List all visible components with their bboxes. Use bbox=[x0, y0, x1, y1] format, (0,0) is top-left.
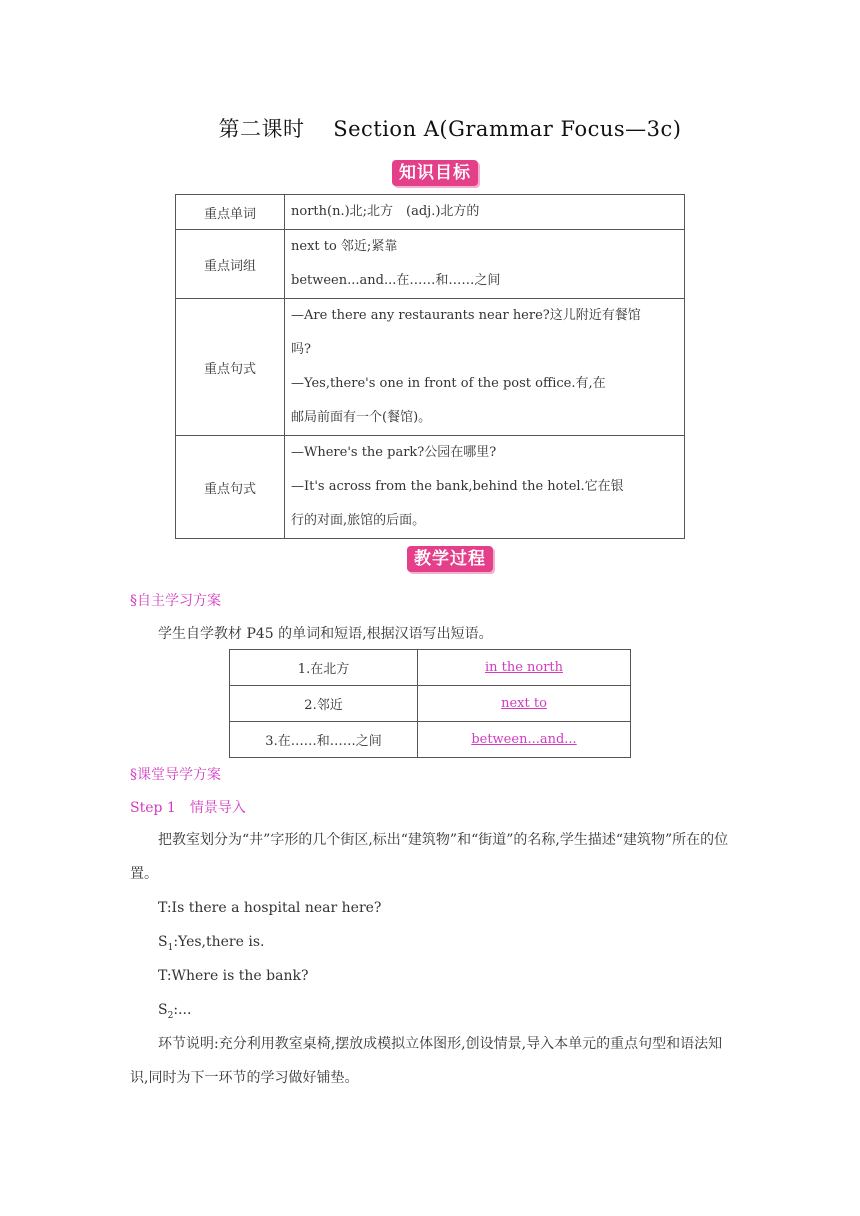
phrase-cn: 1.在北方 bbox=[230, 650, 418, 686]
section-intro: 学生自学教材 P45 的单词和短语,根据汉语写出短语。 bbox=[158, 626, 493, 642]
row-line: —Yes,there's one in front of the post office.有,在 bbox=[291, 376, 606, 391]
row-line: between...and...在……和……之间 bbox=[291, 273, 501, 288]
phrase-answer: next to bbox=[418, 686, 631, 722]
table-row bbox=[230, 650, 631, 686]
table-row bbox=[230, 722, 631, 758]
row-value bbox=[285, 299, 685, 436]
row-line: 行的对面,旅馆的后面。 bbox=[291, 513, 426, 528]
section-heading: §课堂导学方案 bbox=[130, 767, 221, 783]
table-row bbox=[176, 195, 685, 230]
speaker-index: 2 bbox=[167, 1010, 174, 1021]
phrase-cn: 3.在……和……之间 bbox=[230, 722, 418, 758]
row-line: 邮局前面有一个(餐馆)。 bbox=[291, 410, 432, 425]
row-line: north(n.)北;北方 (adj.)北方的 bbox=[291, 204, 480, 219]
utterance: :Yes,there is. bbox=[173, 934, 265, 950]
row-key: 重点句式 bbox=[176, 299, 285, 436]
speaker: S bbox=[158, 934, 168, 950]
step-heading: Step 1 情景导入 bbox=[130, 800, 246, 816]
row-key: 重点句式 bbox=[176, 436, 285, 539]
row-line: next to 邻近;紧靠 bbox=[291, 239, 398, 254]
phrase-cn: 2.邻近 bbox=[230, 686, 418, 722]
speaker-index: 1 bbox=[167, 942, 174, 953]
table-row bbox=[176, 230, 685, 299]
speaker: T bbox=[158, 968, 167, 984]
step-paragraph: 把教室划分为“井”字形的几个街区,标出“建筑物”和“街道”的名称,学生描述“建筑物”所在的位置。 bbox=[130, 832, 729, 882]
speaker: S bbox=[158, 1002, 168, 1018]
dialogue-line bbox=[158, 934, 264, 953]
step-note: 环节说明:充分利用教室桌椅,摆放成模拟立体图形,创设情景,导入本单元的重点句型和语法知识,同时为下一环节的学习做好铺垫。 bbox=[130, 1036, 723, 1086]
goals-table bbox=[175, 194, 685, 539]
dialogue-line bbox=[158, 1002, 191, 1021]
row-value bbox=[285, 436, 685, 539]
page-title: 第二课时 Section A(Grammar Focus—3c) bbox=[218, 117, 682, 141]
phrase-answer: between...and... bbox=[418, 722, 631, 758]
phrase-answer: in the north bbox=[418, 650, 631, 686]
phrase-table bbox=[229, 649, 631, 758]
utterance: :... bbox=[173, 1002, 192, 1018]
row-line: —It's across from the bank,behind the hotel.它在银 bbox=[291, 479, 624, 494]
row-value bbox=[285, 230, 685, 299]
table-row bbox=[176, 436, 685, 539]
row-line: —Are there any restaurants near here?这儿附近有餐馆 bbox=[291, 308, 641, 323]
section-heading: §自主学习方案 bbox=[130, 593, 221, 609]
dialogue-line bbox=[158, 968, 308, 984]
row-key: 重点单词 bbox=[176, 195, 285, 230]
row-key: 重点词组 bbox=[176, 230, 285, 299]
row-value bbox=[285, 195, 685, 230]
table-row bbox=[230, 686, 631, 722]
process-badge: 教学过程 bbox=[407, 546, 493, 572]
dialogue-line bbox=[158, 900, 381, 916]
goals-badge: 知识目标 bbox=[392, 160, 478, 186]
row-line: 吗? bbox=[291, 342, 311, 357]
utterance: :Where is the bank? bbox=[166, 968, 309, 984]
utterance: :Is there a hospital near here? bbox=[166, 900, 382, 916]
table-row bbox=[176, 299, 685, 436]
speaker: T bbox=[158, 900, 167, 916]
row-line: —Where's the park?公园在哪里? bbox=[291, 445, 497, 460]
